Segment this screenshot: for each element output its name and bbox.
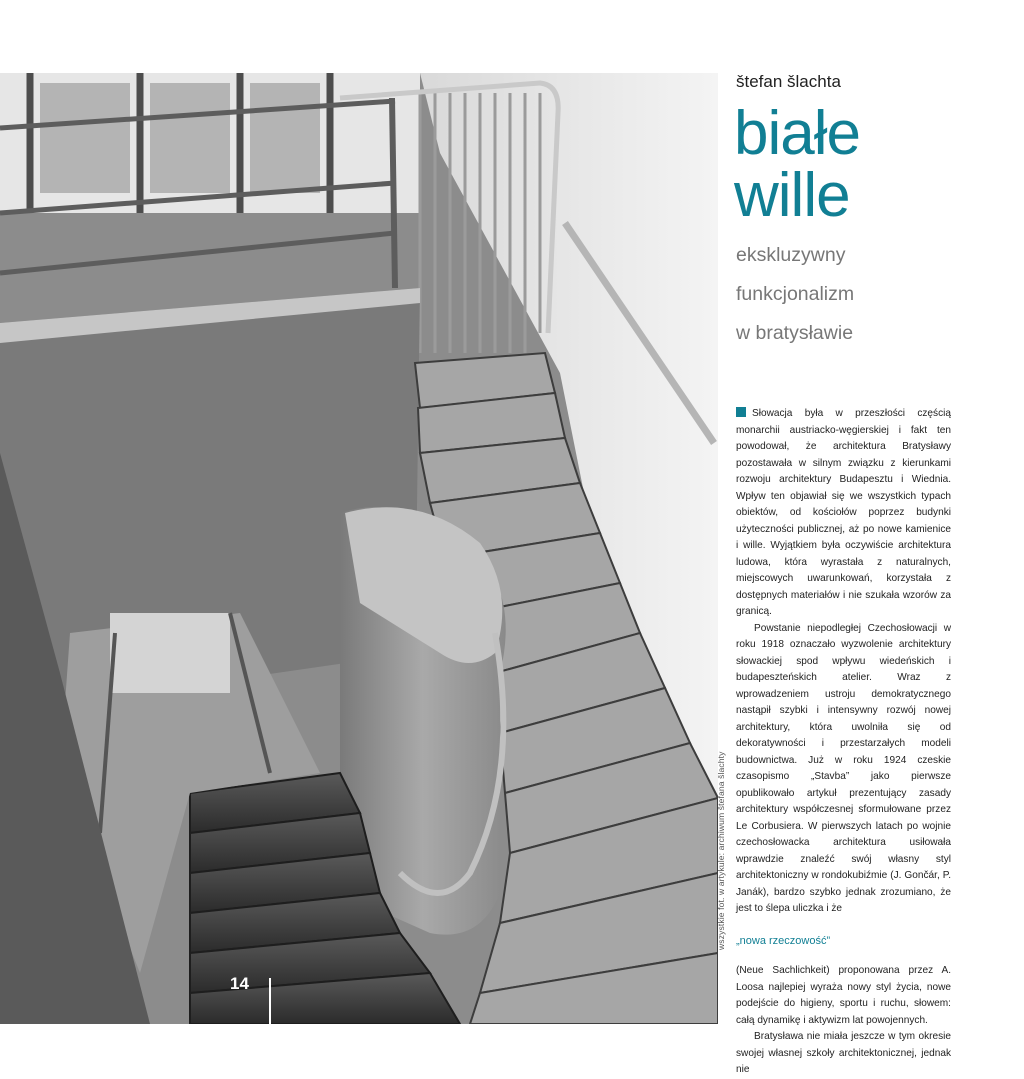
body-paragraph: Powstanie niepodległej Czechosłowacji w roku 1918 oznaczało wyzwolenie architektury słowackiej spod wpływu wiedeńskich i budapeszteńskich atelier. Wraz z wprowadzeniem ustroju demokratycznego nastąpił szybki i intensywny rozwój nowej architektury, która uwolniła się od dekoratywności i przestarzałych modeli budownictwa. Już w roku 1924 czeskie czasopismo „Stavba” jako pierwsze opublikowało artykuł prezentujący zasady architektury współczesnej sformułowane przez Le Corbusiera. W pierwszych latach po wojnie czechosłowacka architektura usiłowała wprawdzie znaleźć swój własny styl architektoniczny w rondokubiźmie (J. Gončár, P. Janák), bardzo szybko jednak zrozumiano, że jest to ślepa uliczka i że bbox=[736, 622, 951, 914]
article-title bbox=[734, 99, 860, 230]
section-subheading: „nowa rzeczowość” bbox=[736, 934, 831, 947]
subtitle-line: ekskluzywny bbox=[736, 244, 846, 266]
title-line: białe bbox=[734, 99, 860, 168]
paragraph-text: Słowacja była w przeszłości częścią monarchii austriacko-węgierskiej i fakt ten powodował, że architektura Bratysławy pozostawała w silnym związku z kierunkami rozwoju architektury Budapesztu i Wiednia. Wpływ ten objawiał się we wszystkich typach obiektów, od kościołów poprzez budynki użyteczności publicznej, aż po nowe kamienice i wille. Wyjątkiem była oczywiście architektura ludowa, która wyrastała z naturalnych, miejscowych uwarunkowań, korzystała z dostępnych materiałów i nie szukała wzorów za granicą. bbox=[736, 408, 951, 617]
page-number-divider bbox=[269, 978, 271, 1024]
body-paragraph: (Neue Sachlichkeit) proponowana przez A. Loosa najlepiej wyraża nowy styl życia, nowe podejście do higieny, sportu i ruchu, słowem: całą dynamikę i aktywizm lat powojennych. bbox=[736, 965, 951, 1026]
subtitle-line: funkcjonalizm bbox=[736, 283, 855, 305]
article-body bbox=[736, 406, 951, 1079]
paragraph-marker-icon bbox=[736, 407, 746, 417]
article-subtitle bbox=[736, 236, 854, 353]
photo-credit-caption: wszystkie fot. w artykule: archiwum štefana šlachty bbox=[716, 751, 726, 950]
page-number: 14 bbox=[230, 974, 249, 993]
body-paragraph bbox=[736, 406, 951, 621]
body-paragraph: Bratysława nie miała jeszcze w tym okresie swojej własnej szkoły architektonicznej, jednak nie bbox=[736, 1031, 951, 1075]
title-line: wille bbox=[734, 161, 850, 230]
staircase-photo bbox=[0, 73, 718, 1024]
author-name: štefan šlachta bbox=[736, 72, 841, 91]
subtitle-line: w bratysławie bbox=[736, 322, 854, 344]
